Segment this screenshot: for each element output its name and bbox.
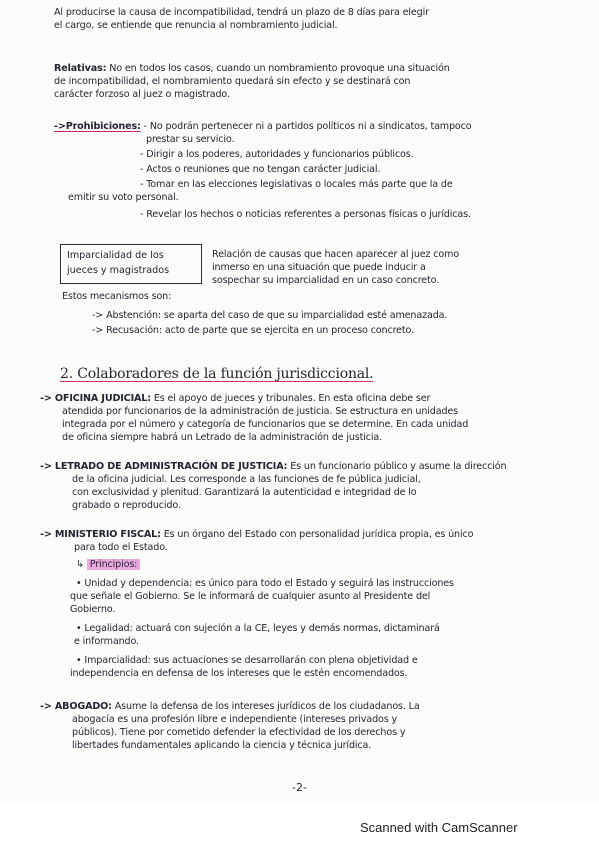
relativas-line: carácter forzoso al juez o magistrado.: [54, 89, 230, 100]
mecanismos-intro: Estos mecanismos son:: [62, 291, 172, 302]
prohibicion-item: - No podrán pertenecer ni a partidos políticos ni a sindicatos, tampoco: [143, 121, 472, 132]
ministerio-line: para todo el Estado.: [74, 542, 168, 553]
intro-line: Al producirse la causa de incompatibilidad, tendrá un plazo de 8 días para elegir: [54, 7, 429, 18]
oficina-line: integrada por el número y categoría de funcionarios que se determine. En cada unidad: [62, 419, 469, 430]
intro-line: el cargo, se entiende que renuncia al nombramiento judicial.: [54, 20, 338, 31]
imparcialidad-definition: [212, 248, 459, 287]
page-number: -2-: [292, 781, 307, 794]
abogado-line: Asume la defensa de los intereses jurídicos de los ciudadanos. La: [114, 701, 420, 712]
letrado-line: de la oficina judicial. Les corresponde a las funciones de fe pública judicial,: [72, 474, 421, 485]
definition-line: sospechar su imparcialidad en un caso concreto.: [212, 275, 440, 286]
arrow-icon: ↳: [76, 559, 84, 570]
principio-line: • Imparcialidad: sus actuaciones se desarrollarán con plena objetividad e: [76, 655, 418, 666]
prohibicion-item: prestar su servicio.: [146, 134, 235, 145]
prohibiciones-label: ->Prohibiciones:: [54, 121, 141, 132]
abogado-label: -> ABOGADO:: [40, 701, 112, 712]
letrado-block: [40, 460, 585, 512]
prohibicion-item: - Actos o reuniones que no tengan carácter judicial.: [140, 164, 381, 175]
box-line: jueces y magistrados: [67, 265, 170, 276]
abstencion-item: -> Abstención: se aparta del caso de que su imparcialidad esté amenazada.: [92, 310, 448, 321]
prohibicion-item: - Dirigir a los poderes, autoridades y funcionarios públicos.: [140, 149, 414, 160]
principio-line: independencia en defensa de los intereses que le estén encomendados.: [70, 668, 408, 679]
abogado-block: [40, 700, 585, 752]
principios-label: Principios:: [87, 559, 140, 570]
principio-line: e informando.: [74, 636, 139, 647]
relativas-label: Relativas:: [54, 63, 107, 74]
section-title: 2. Colaboradores de la función jurisdiccional.: [60, 366, 374, 382]
letrado-label: -> LETRADO DE ADMINISTRACIÓN DE JUSTICIA:: [40, 461, 288, 472]
oficina-line: Es el apoyo de jueces y tribunales. En esta oficina debe ser: [153, 393, 431, 404]
scanner-watermark: Scanned with CamScanner: [360, 820, 518, 835]
box-line: Imparcialidad de los: [67, 250, 164, 261]
principio-line: Gobierno.: [70, 604, 116, 615]
ministerio-fiscal-block: [40, 528, 585, 680]
ministerio-line: Es un órgano del Estado con personalidad jurídica propia, es único: [163, 529, 474, 540]
letrado-line: Es un funcionario público y asume la dirección: [290, 461, 507, 472]
prohibiciones-block: [54, 120, 472, 221]
letrado-line: con exclusividad y plenitud. Garantizará la autenticidad e integridad de lo: [72, 487, 417, 498]
oficina-line: de oficina siempre habrá un Letrado de la administración de justicia.: [62, 432, 383, 443]
imparcialidad-box: [60, 244, 202, 284]
definition-line: inmerso en una situación que puede inducir a: [212, 262, 426, 273]
abogado-line: libertades fundamentales aplicando la ciencia y técnica jurídica.: [72, 740, 372, 751]
oficina-label: -> OFICINA JUDICIAL:: [40, 393, 151, 404]
intro-paragraph: [54, 6, 429, 32]
principio-line: • Unidad y dependencia: es único para todo el Estado y seguirá las instrucciones: [76, 578, 454, 589]
mecanismos-block: [62, 290, 447, 337]
relativas-line: No en todos los casos, cuando un nombramiento provoque una situación: [109, 63, 450, 74]
prohibicion-item: - Tomar en las elecciones legislativas o locales más parte que la de: [140, 179, 453, 190]
relativas-line: de incompatibilidad, el nombramiento quedará sin efecto y se destinará con: [54, 76, 411, 87]
principio-line: que señale el Gobierno. Se le informará de cualquier asunto al Presidente del: [70, 591, 431, 602]
recusacion-item: -> Recusación: acto de parte que se ejercita en un proceso concreto.: [92, 325, 414, 336]
prohibicion-item: - Revelar los hechos o noticias referentes a personas físicas o jurídicas.: [140, 209, 471, 220]
oficina-judicial-block: [40, 392, 580, 444]
abogado-line: públicos). Tiene por cometido defender la efectividad de los derechos y: [72, 727, 406, 738]
ministerio-label: -> MINISTERIO FISCAL:: [40, 529, 161, 540]
definition-line: Relación de causas que hacen aparecer al juez como: [212, 249, 460, 260]
prohibicion-item: emitir su voto personal.: [68, 192, 179, 203]
relativas-paragraph: [54, 62, 450, 101]
letrado-line: grabado o reproducido.: [72, 500, 181, 511]
abogado-line: abogacía es una profesión libre e independiente (intereses privados y: [72, 714, 398, 725]
principio-line: • Legalidad: actuará con sujeción a la CE, leyes y demás normas, dictaminará: [76, 623, 440, 634]
oficina-line: atendida por funcionarios de la administración de justicia. Se estructura en unidades: [62, 406, 458, 417]
